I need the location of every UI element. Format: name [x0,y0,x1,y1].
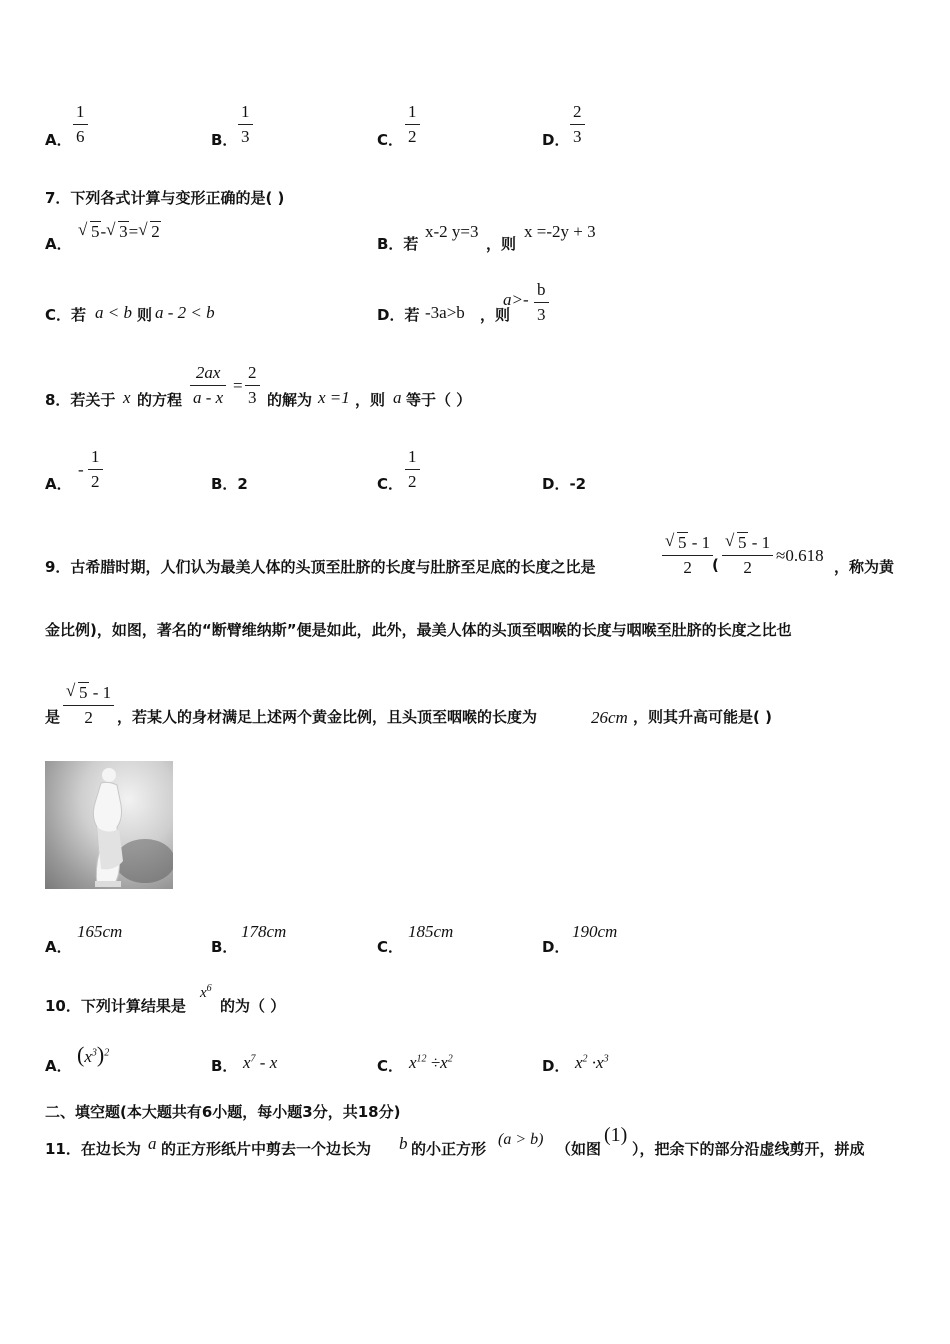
q7-option-d-expr1: -3a>b [425,303,465,322]
q8-mid: 的方程 [137,391,183,409]
q10-option-a-expr: $(x^3)^2$ [77,1042,110,1067]
statue-silhouette [45,761,173,889]
q9-option-b-label: B． [211,938,238,956]
q9-approx: ≈0.618 [776,546,824,565]
q8-equals: = [233,376,243,395]
q11-mid2: 的小正方形 [411,1140,487,1158]
q8-option-a-fraction: 1 2 [88,447,103,492]
q8-fraction-1: 2ax a - x [190,363,226,408]
q6-option-a-fraction: 1 6 [73,102,88,147]
q10-option-d-label: D． [542,1057,570,1075]
q7-option-c-expr2: a - 2 < b [155,303,215,322]
q11-var-b: b [399,1134,408,1153]
q9-line1: 9．古希腊时期，人们认为最美人体的头顶至肚脐的长度与肚脐至足底的长度之比是 [45,558,596,576]
section-2-heading: 二、填空题(本大题共有6小题，每小题3分，共18分) [45,1103,401,1121]
q6-option-d-label: D． [542,131,570,149]
q8-var-a: a [393,388,402,407]
q10-power: $x^6$ [200,983,212,1001]
q9-line3-mid: ，若某人的身材满足上述两个黄金比例，且头顶至咽喉的长度为 [117,708,538,726]
q8-option-c-label: C． [377,475,404,493]
q9-paren: ( [712,556,719,574]
q11-tail: ），把余下的部分沿虚线剪开，拼成 [632,1140,865,1158]
q11-figure-ref: (1) [604,1124,628,1146]
q10-option-b-label: B． [211,1057,238,1075]
q6-option-b-label: B． [211,131,238,149]
q8-fraction-2: 2 3 [245,363,260,408]
q7-option-a-expr: √ 5-√ 3=√ 2 [78,222,161,242]
q8-tail: 等于（ ） [406,391,472,409]
q9-option-d-label: D． [542,938,570,956]
q9-option-a-value: 165cm [77,922,123,941]
q9-option-d-value: 190cm [572,922,618,941]
q11-condition: (a > b) [498,1131,544,1148]
q10-option-c-expr: $x^{12} \div x^2$ [409,1053,453,1072]
q9-option-c-label: C． [377,938,404,956]
q8-option-a-sign: - [78,460,84,479]
q9-option-c-value: 185cm [408,922,454,941]
q8-option-c-fraction: 1 2 [405,447,420,492]
q7-option-c-then: 则 [137,306,153,324]
q11-mid1: 的正方形纸片中剪去一个边长为 [161,1140,372,1158]
q9-line3-prefix: 是 [45,708,61,726]
q10-prefix: 10．下列计算结果是 [45,997,186,1015]
q7-stem: 7．下列各式计算与变形正确的是( ) [45,189,285,207]
q9-line2: 金比例)，如图，著名的“断臂维纳斯”便是如此，此外，最美人体的头顶至咽喉的长度与咽喉至肚脐的长度之比也 [45,621,792,639]
q7-option-d-label: D．若 [377,306,420,324]
q8-then: ，则 [355,391,386,409]
q7-option-c-label: C．若 [45,306,87,324]
q6-option-b-fraction: 1 3 [238,102,253,147]
q7-option-a-label: A． [45,235,72,253]
q7-option-b-label: B．若 [377,235,419,253]
q6-option-d-fraction: 2 3 [570,102,585,147]
q7-option-b-expr1: x-2 y=3 [425,222,479,241]
q10-option-d-expr: $x^2 \cdot x^3$ [575,1053,609,1072]
q10-option-a-label: A． [45,1057,72,1075]
q7-option-b-then: ，则 [486,235,517,253]
q7-option-d-expr2: a>- [503,290,529,309]
q7-option-d-fraction: b 3 [534,280,549,325]
q6-option-c-label: C． [377,131,404,149]
q9-option-a-label: A． [45,938,72,956]
q7-option-d-then: ，则 [480,306,511,324]
q9-golden-fraction-3: √ 5 - 1 2 [63,683,114,728]
q9-line1-tail: ，称为黄 [834,558,895,576]
q9-length: 26cm [591,708,628,727]
q7-option-b-expr2: x =-2y + 3 [524,222,596,241]
q8-prefix: 8．若关于 [45,391,116,409]
q10-option-c-label: C． [377,1057,404,1075]
q8-var-x: x [123,388,131,407]
q8-solution: x =1 [318,388,350,407]
q9-golden-fraction-1: √ 5 - 1 2 [662,533,713,578]
venus-de-milo-image [45,761,173,889]
q7-option-c-expr1: a < b [95,303,132,322]
q9-option-b-value: 178cm [241,922,287,941]
q11-mid3: （如图 [556,1140,602,1158]
q11-prefix: 11．在边长为 [45,1140,141,1158]
q6-option-c-fraction: 1 2 [405,102,420,147]
q10-option-b-expr: $x^7$ - x [243,1053,278,1072]
q8-sol-text: 的解为 [267,391,313,409]
q9-golden-fraction-2: √ 5 - 1 2 [722,533,773,578]
q8-option-d: D．-2 [542,475,587,493]
q8-option-b: B．2 [211,475,248,493]
q6-option-a-label: A． [45,131,72,149]
q8-option-a-label: A． [45,475,72,493]
q9-line3-tail: ，则其升高可能是( ) [633,708,772,726]
q11-var-a: a [148,1134,157,1153]
q10-tail: 的为（ ） [220,997,286,1015]
